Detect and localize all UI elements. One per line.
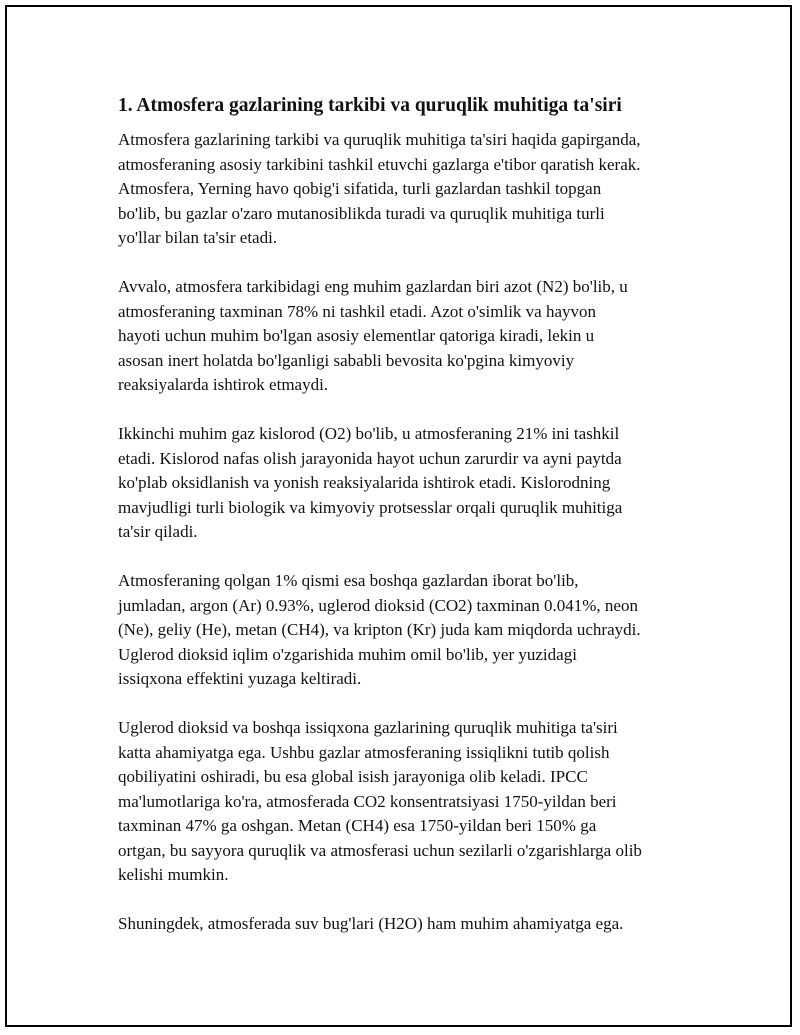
text-line: hayoti uchun muhim bo'lgan asosiy elementlar qatoriga kiradi, lekin u (118, 326, 595, 345)
text-line: Atmosfera gazlarining tarkibi va quruqlik muhitiga ta'siri haqida gapirganda, (118, 130, 641, 149)
text-line: bo'lib, bu gazlar o'zaro mutanosiblikda turadi va quruqlik muhitiga turli (118, 203, 605, 223)
text-line: qobiliyatini oshiradi, bu esa global isish jarayoniga olib keladi. IPCC (118, 767, 588, 786)
paragraph-1 (118, 128, 698, 251)
paragraph-5 (118, 716, 698, 888)
text-line: Uglerod dioksid va boshqa issiqxona gazlarining quruqlik muhitiga ta'siri (118, 718, 618, 737)
paragraph-4 (118, 569, 698, 692)
paragraph-2 (118, 275, 698, 398)
text-line: yo'llar bilan ta'sir etadi. (118, 228, 278, 247)
text-line: Shuningdek, atmosferada suv bug'lari (H2O) ham muhim ahamiyatga ega. (118, 914, 624, 933)
document-body (118, 94, 698, 961)
text-line: atmosferaning taxminan 78% ni tashkil etadi. Azot o'simlik va hayvon (118, 301, 597, 321)
text-line: ta'sir qiladi. (118, 522, 198, 541)
text-line: Ikkinchi muhim gaz kislorod (O2) bo'lib, u atmosferaning 21% ini tashkil (118, 424, 620, 443)
text-line: issiqxona effektini yuzaga keltiradi. (118, 669, 362, 688)
text-line: katta ahamiyatga ega. Ushbu gazlar atmosferaning issiqlikni tutib qolish (118, 742, 610, 762)
text-line: ortgan, bu sayyora quruqlik va atmosferasi uchun sezilarli o'zgarishlarga olib (118, 840, 642, 860)
text-line: ko'plab oksidlanish va yonish reaksiyalarida ishtirok etadi. Kislorodning (118, 473, 611, 492)
text-line: kelishi mumkin. (118, 865, 229, 884)
text-line: Uglerod dioksid iqlim o'zgarishida muhim omil bo'lib, yer yuzidagi (118, 644, 577, 664)
text-line: Avvalo, atmosfera tarkibidagi eng muhim gazlardan biri azot (N2) bo'lib, u (118, 277, 628, 296)
text-line: (Ne), geliy (He), metan (CH4), va kripton (Kr) juda kam miqdorda uchraydi. (118, 620, 641, 639)
text-line: etadi. Kislorod nafas olish jarayonida hayot uchun zarurdir va ayni paytda (118, 448, 622, 468)
text-line: asosan inert holatda bo'lganligi sababli bevosita ko'pgina kimyoviy (118, 350, 575, 370)
text-line: Atmosferaning qolgan 1% qismi esa boshqa gazlardan iborat bo'lib, (118, 571, 579, 590)
section-heading: 1. Atmosfera gazlarining tarkibi va quruqlik muhitiga ta'siri (118, 95, 622, 116)
text-line: jumladan, argon (Ar) 0.93%, uglerod dioksid (CO2) taxminan 0.041%, neon (118, 595, 638, 615)
text-line: reaksiyalarda ishtirok etmaydi. (118, 375, 329, 394)
text-line: mavjudligi turli biologik va kimyoviy protsesslar orqali quruqlik muhitiga (118, 497, 623, 517)
text-line: atmosferaning asosiy tarkibini tashkil etuvchi gazlarga e'tibor qaratish kerak. (118, 154, 641, 174)
paragraph-3 (118, 422, 698, 545)
text-line: ma'lumotlariga ko'ra, atmosferada CO2 konsentratsiyasi 1750-yildan beri (118, 791, 617, 811)
text-line: taxminan 47% ga oshgan. Metan (CH4) esa 1750-yildan beri 150% ga (118, 816, 597, 835)
paragraph-6 (118, 912, 698, 937)
text-line: Atmosfera, Yerning havo qobig'i sifatida, turli gazlardan tashkil topgan (118, 179, 602, 198)
